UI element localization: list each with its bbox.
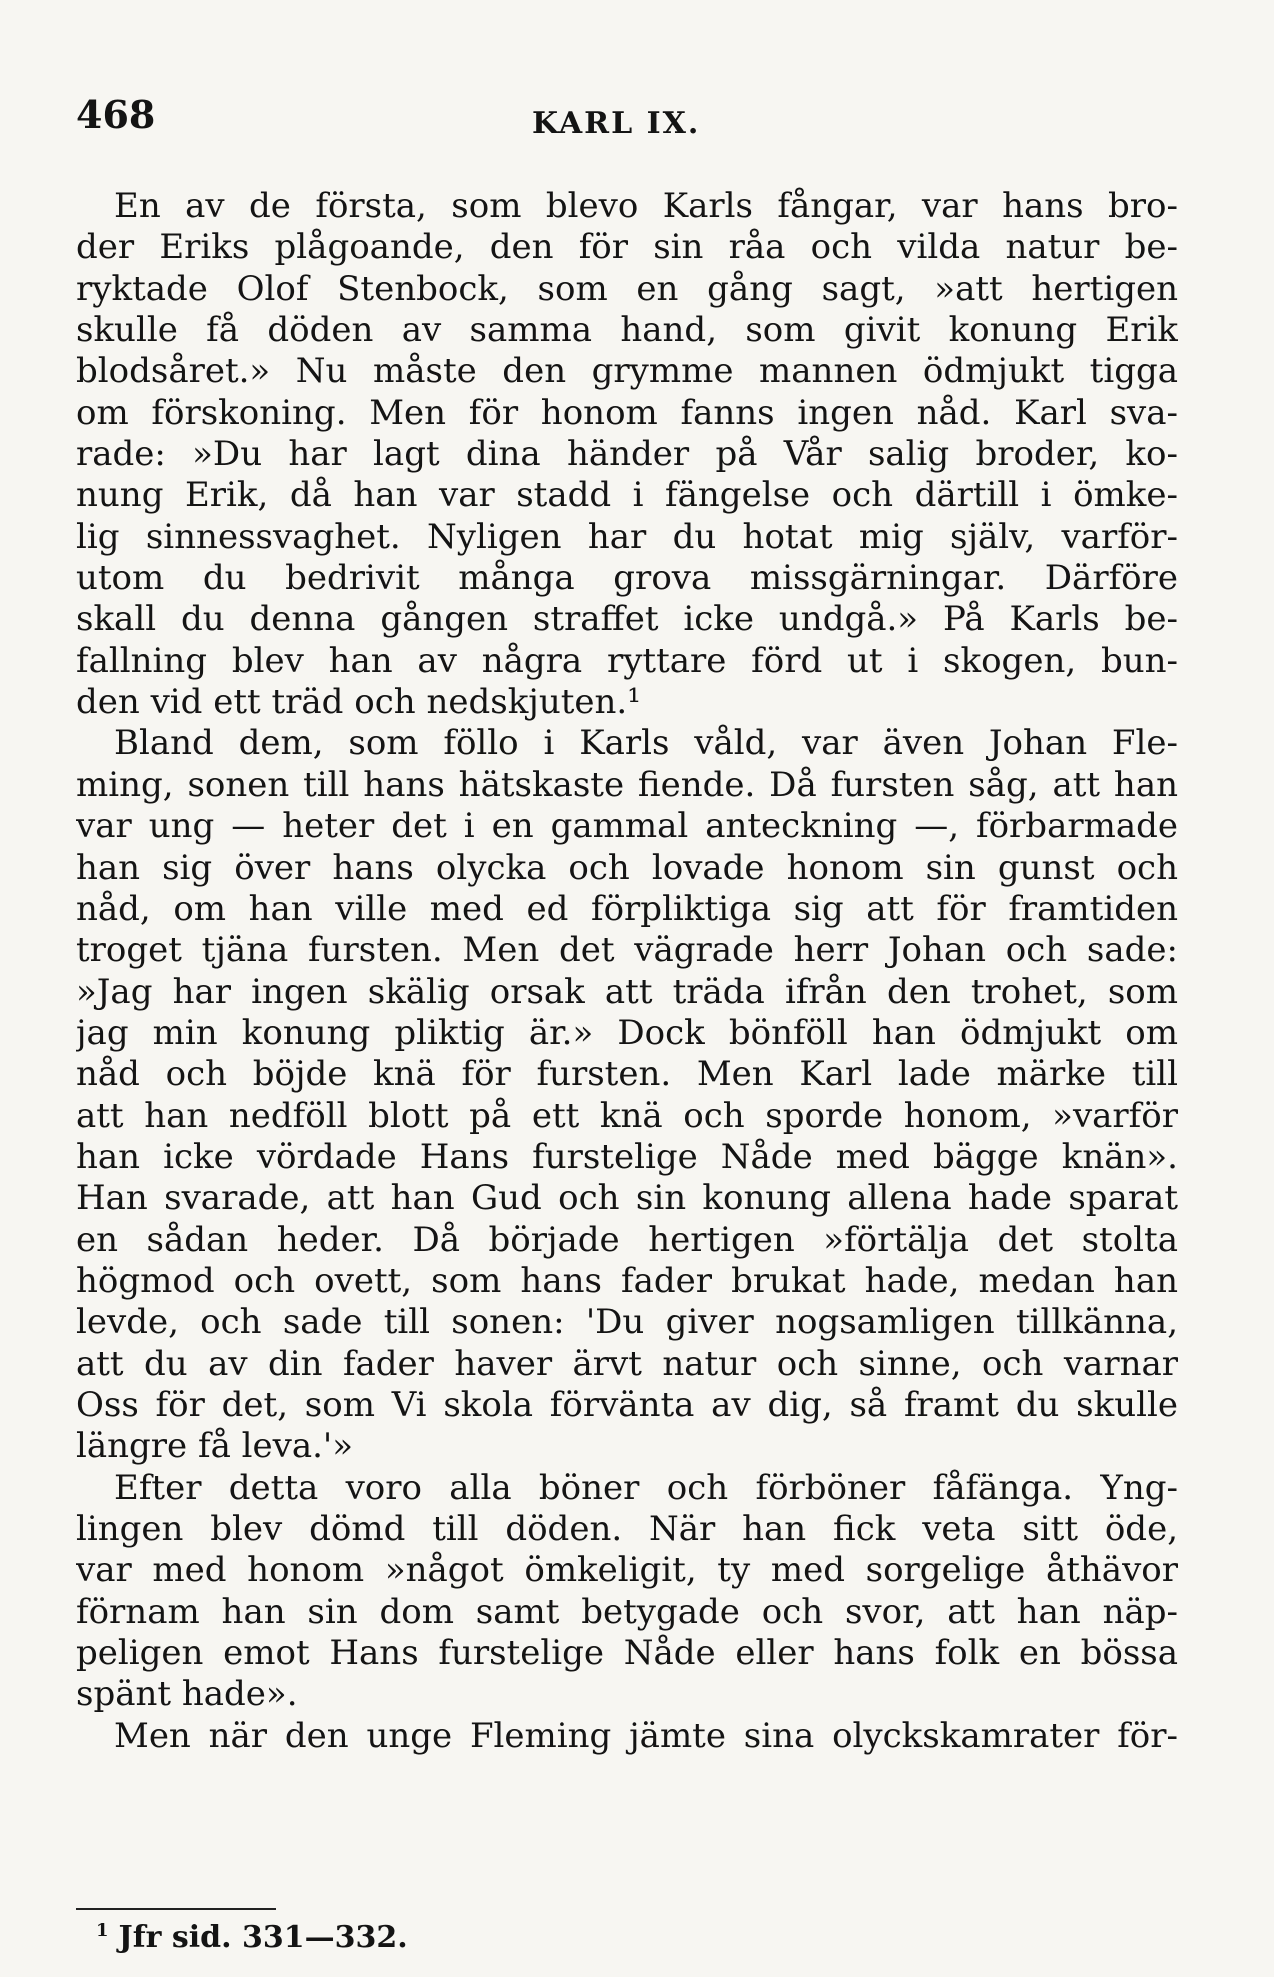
- text-line: spänt hade».: [76, 1674, 298, 1715]
- text-line: troget tjäna fursten. Men det vägrade herr Johan och sade:: [76, 930, 1178, 971]
- text-line: förnam han sin dom samt betygade och svor, att han näp-: [76, 1591, 1178, 1632]
- text-line: var ung — heter det i en gammal anteckning —, förbarmade: [76, 806, 1178, 847]
- text-line: Bland dem, som föllo i Karls våld, var även Johan Fle-: [114, 723, 1178, 764]
- text-line: peligen emot Hans furstelige Nåde eller hans folk en bössa: [76, 1633, 1178, 1674]
- text-line: »Jag har ingen skälig orsak att träda ifrån den trohet, som: [76, 971, 1178, 1012]
- text-line: högmod och ovett, som hans fader brukat hade, medan han: [76, 1260, 1178, 1301]
- text-line: jag min konung pliktig är.» Dock bönföll han ödmjukt om: [76, 1012, 1178, 1053]
- text-line: lig sinnessvaghet. Nyligen har du hotat mig själv, varför-: [76, 516, 1178, 557]
- text-line: han icke vördade Hans furstelige Nåde med bägge knän».: [76, 1136, 1178, 1177]
- text-line: fallning blev han av några ryttare förd ut i skogen, bun-: [76, 640, 1178, 681]
- text-line: att han nedföll blott på ett knä och sporde honom, »varför: [76, 1095, 1178, 1136]
- text-line: Men när den unge Fleming jämte sina olyckskamrater för-: [114, 1715, 1178, 1756]
- text-line: Oss för det, som Vi skola förvänta av dig, så framt du skulle: [76, 1384, 1178, 1425]
- footnote-divider: [76, 1908, 276, 1910]
- text-line: att du av din fader haver ärvt natur och sinne, och varnar: [76, 1343, 1178, 1384]
- text-line: ryktade Olof Stenbock, som en gång sagt, »att hertigen: [76, 268, 1178, 309]
- body-text: [76, 186, 1178, 1757]
- text-line: var med honom »något ömkeligit, ty med sorgelige åthävor: [76, 1550, 1178, 1591]
- text-line: Efter detta voro alla böner och förböner fåfänga. Yng-: [114, 1467, 1178, 1508]
- text-line: levde, och sade till sonen: 'Du giver nogsamligen tillkänna,: [76, 1302, 1178, 1343]
- text-line: nung Erik, då han var stadd i fängelse och därtill i ömke-: [76, 475, 1178, 516]
- text-line: Han svarade, att han Gud och sin konung allena hade sparat: [76, 1178, 1178, 1219]
- text-line: skulle få döden av samma hand, som givit konung Erik: [76, 310, 1178, 351]
- text-line: ming, sonen till hans hätskaste fiende. Då fursten såg, att han: [76, 764, 1178, 805]
- text-line: om förskoning. Men för honom fanns ingen nåd. Karl sva-: [76, 392, 1178, 433]
- text-line: rade: »Du har lagt dina händer på Vår salig broder, ko-: [76, 434, 1178, 475]
- text-line: han sig över hans olycka och lovade honom sin gunst och: [76, 847, 1178, 888]
- text-line: utom du bedrivit många grova missgärningar. Därföre: [76, 558, 1178, 599]
- text-line: der Eriks plågoande, den för sin råa och vilda natur be-: [76, 227, 1178, 268]
- text-line: en sådan heder. Då började hertigen »förtälja det stolta: [76, 1219, 1178, 1260]
- text-line: längre få leva.'»: [76, 1426, 354, 1467]
- text-line: den vid ett träd och nedskjuten.¹: [76, 682, 641, 723]
- footnote-text: Jfr sid. 331—332.: [118, 1920, 408, 1955]
- text-line: nåd, om han ville med ed förpliktiga sig att för framtiden: [76, 888, 1178, 929]
- page-number: 468: [76, 92, 156, 137]
- footnote: [96, 1920, 408, 1955]
- text-line: blodsåret.» Nu måste den grymme mannen ödmjukt tigga: [76, 351, 1178, 392]
- text-line: En av de första, som blevo Karls fångar, var hans bro‑: [114, 186, 1178, 226]
- footnote-mark: 1: [96, 1920, 109, 1941]
- text-line: lingen blev dömd till döden. När han fick veta sitt öde,: [76, 1509, 1178, 1549]
- text-line: nåd och böjde knä för fursten. Men Karl lade märke till: [76, 1054, 1178, 1095]
- running-head: KARL IX.: [532, 106, 701, 141]
- text-line: skall du denna gången straffet icke undgå.» På Karls be-: [76, 599, 1178, 640]
